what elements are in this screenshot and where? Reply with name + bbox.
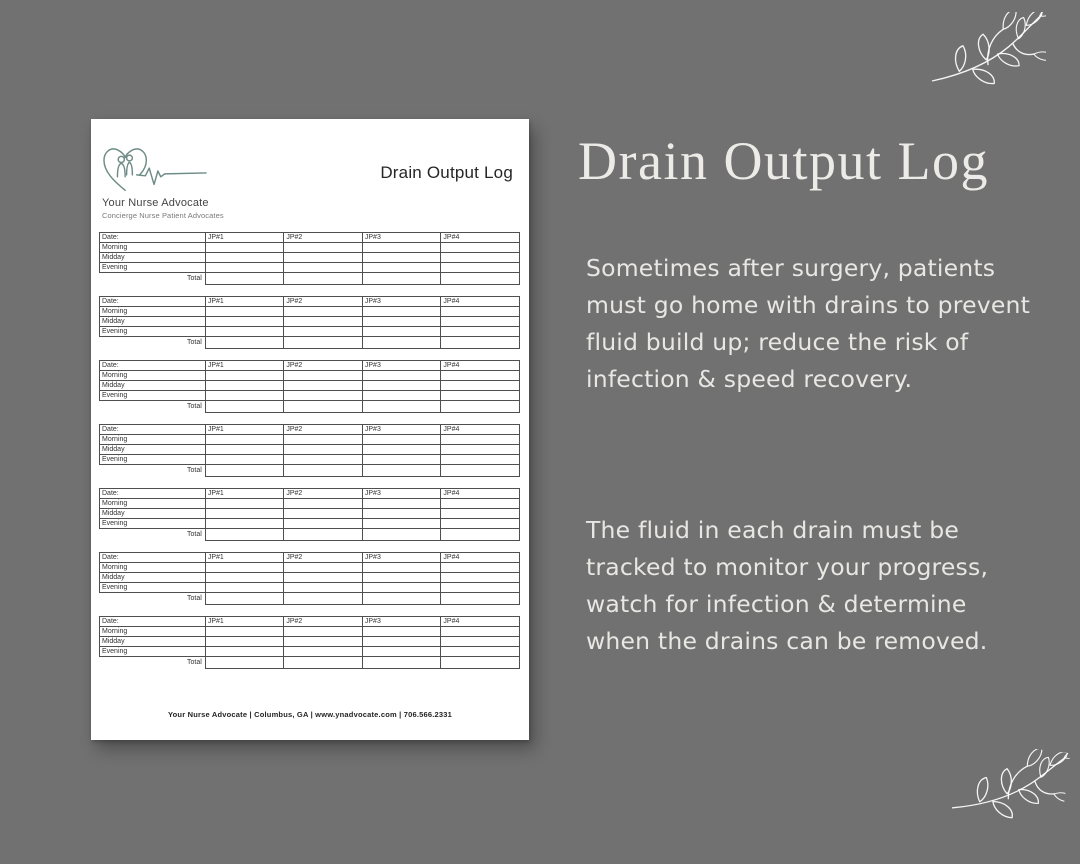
intro-line: fluid build up; reduce the risk of (586, 328, 969, 356)
entry-cell (284, 647, 363, 657)
log-block (99, 424, 520, 477)
entry-cell (441, 371, 520, 381)
entry-cell (284, 381, 363, 391)
total-cell (284, 529, 363, 541)
jp1-header: JP#1 (205, 617, 284, 627)
entry-cell (284, 519, 363, 529)
row-label-evening: Evening (100, 519, 206, 529)
entry-cell (362, 519, 441, 529)
drain-log-sheet (91, 119, 529, 740)
total-label: Total (187, 275, 202, 283)
jp4-header: JP#4 (441, 617, 520, 627)
row-label-midday: Midday (100, 445, 206, 455)
entry-cell (441, 445, 520, 455)
jp1-header: JP#1 (205, 361, 284, 371)
row-label-evening: Evening (100, 327, 206, 337)
total-cell (362, 529, 441, 541)
intro-line: Sometimes after surgery, patients (586, 254, 996, 282)
entry-cell (441, 253, 520, 263)
jp1-header: JP#1 (205, 489, 284, 499)
entry-cell (205, 563, 284, 573)
entry-cell (362, 243, 441, 253)
row-label-morning: Morning (100, 307, 206, 317)
entry-cell (205, 381, 284, 391)
page-title: Drain Output Log (578, 131, 989, 191)
total-cell (205, 657, 284, 669)
entry-cell (284, 391, 363, 401)
total-cell (362, 465, 441, 477)
entry-cell (205, 583, 284, 593)
log-blocks (99, 232, 520, 680)
brand-name: Your Nurse Advocate (102, 197, 209, 209)
total-label: Total (187, 467, 202, 475)
row-label-morning: Morning (100, 435, 206, 445)
row-label-midday: Midday (100, 253, 206, 263)
entry-cell (362, 445, 441, 455)
entry-cell (284, 445, 363, 455)
total-cell (441, 337, 520, 349)
jp4-header: JP#4 (441, 553, 520, 563)
jp2-header: JP#2 (284, 361, 363, 371)
total-cell (205, 401, 284, 413)
entry-cell (205, 327, 284, 337)
entry-cell (284, 263, 363, 273)
entry-cell (441, 263, 520, 273)
entry-cell (362, 573, 441, 583)
entry-cell (205, 573, 284, 583)
entry-cell (441, 327, 520, 337)
entry-cell (205, 307, 284, 317)
row-label-morning: Morning (100, 499, 206, 509)
entry-cell (205, 647, 284, 657)
entry-cell (441, 243, 520, 253)
intro-line: infection & speed recovery. (586, 365, 913, 393)
entry-cell (362, 391, 441, 401)
total-cell (441, 273, 520, 285)
total-cell (205, 593, 284, 605)
row-label-midday: Midday (100, 317, 206, 327)
entry-cell (441, 627, 520, 637)
total-cell (441, 401, 520, 413)
jp2-header: JP#2 (284, 617, 363, 627)
jp1-header: JP#1 (205, 297, 284, 307)
entry-cell (362, 455, 441, 465)
tracking-line: The fluid in each drain must be (586, 516, 959, 544)
jp3-header: JP#3 (362, 489, 441, 499)
total-label: Total (187, 595, 202, 603)
row-label-evening: Evening (100, 647, 206, 657)
entry-cell (362, 637, 441, 647)
entry-cell (362, 253, 441, 263)
intro-line: must go home with drains to prevent (586, 291, 1031, 319)
entry-cell (284, 563, 363, 573)
entry-cell (284, 637, 363, 647)
entry-cell (284, 509, 363, 519)
total-cell (362, 337, 441, 349)
heart-family-heartbeat-icon (99, 145, 211, 197)
entry-cell (205, 637, 284, 647)
row-label-morning: Morning (100, 371, 206, 381)
entry-cell (284, 253, 363, 263)
entry-cell (362, 509, 441, 519)
jp4-header: JP#4 (441, 489, 520, 499)
total-cell (284, 273, 363, 285)
entry-cell (284, 455, 363, 465)
entry-cell (284, 583, 363, 593)
log-block (99, 232, 520, 285)
log-block (99, 360, 520, 413)
jp1-header: JP#1 (205, 425, 284, 435)
entry-cell (441, 583, 520, 593)
entry-cell (205, 519, 284, 529)
total-cell (205, 337, 284, 349)
row-label-midday: Midday (100, 573, 206, 583)
total-cell (205, 273, 284, 285)
jp3-header: JP#3 (362, 233, 441, 243)
jp1-header: JP#1 (205, 233, 284, 243)
entry-cell (205, 371, 284, 381)
entry-cell (441, 499, 520, 509)
entry-cell (205, 445, 284, 455)
entry-cell (205, 509, 284, 519)
date-header: Date: (100, 297, 206, 307)
date-header: Date: (100, 617, 206, 627)
entry-cell (205, 263, 284, 273)
entry-cell (441, 563, 520, 573)
entry-cell (362, 627, 441, 637)
log-block (99, 616, 520, 669)
total-cell (441, 529, 520, 541)
sheet-footer-contact: Your Nurse Advocate | Columbus, GA | www.ynadvocate.com | 706.566.2331 (168, 710, 452, 719)
total-cell (362, 657, 441, 669)
entry-cell (362, 563, 441, 573)
total-cell (362, 401, 441, 413)
jp3-header: JP#3 (362, 553, 441, 563)
total-cell (284, 401, 363, 413)
row-label-morning: Morning (100, 243, 206, 253)
document-title: Drain Output Log (380, 163, 513, 182)
tracking-line: when the drains can be removed. (586, 627, 988, 655)
jp3-header: JP#3 (362, 425, 441, 435)
entry-cell (441, 455, 520, 465)
entry-cell (284, 243, 363, 253)
total-cell (362, 273, 441, 285)
jp4-header: JP#4 (441, 233, 520, 243)
row-label-evening: Evening (100, 391, 206, 401)
entry-cell (441, 307, 520, 317)
entry-cell (362, 435, 441, 445)
total-cell (441, 465, 520, 477)
entry-cell (441, 573, 520, 583)
total-label: Total (187, 403, 202, 411)
total-label: Total (187, 659, 202, 667)
brand-tagline: Concierge Nurse Patient Advocates (102, 211, 224, 220)
date-header: Date: (100, 233, 206, 243)
total-label: Total (187, 531, 202, 539)
entry-cell (284, 327, 363, 337)
log-block (99, 296, 520, 349)
intro-paragraph (586, 250, 1046, 398)
entry-cell (441, 637, 520, 647)
row-label-morning: Morning (100, 627, 206, 637)
jp4-header: JP#4 (441, 425, 520, 435)
entry-cell (205, 455, 284, 465)
entry-cell (284, 317, 363, 327)
date-header: Date: (100, 361, 206, 371)
date-header: Date: (100, 425, 206, 435)
row-label-morning: Morning (100, 563, 206, 573)
entry-cell (205, 243, 284, 253)
entry-cell (362, 583, 441, 593)
row-label-evening: Evening (100, 583, 206, 593)
row-label-midday: Midday (100, 381, 206, 391)
jp2-header: JP#2 (284, 489, 363, 499)
jp4-header: JP#4 (441, 297, 520, 307)
entry-cell (362, 381, 441, 391)
total-cell (441, 657, 520, 669)
jp2-header: JP#2 (284, 297, 363, 307)
row-label-midday: Midday (100, 509, 206, 519)
entry-cell (362, 499, 441, 509)
entry-cell (441, 647, 520, 657)
entry-cell (284, 573, 363, 583)
entry-cell (362, 263, 441, 273)
total-cell (284, 593, 363, 605)
jp3-header: JP#3 (362, 617, 441, 627)
entry-cell (441, 519, 520, 529)
jp2-header: JP#2 (284, 425, 363, 435)
entry-cell (362, 307, 441, 317)
tracking-paragraph (586, 512, 1046, 660)
total-cell (205, 465, 284, 477)
entry-cell (441, 381, 520, 391)
total-cell (205, 529, 284, 541)
jp2-header: JP#2 (284, 553, 363, 563)
entry-cell (441, 391, 520, 401)
entry-cell (205, 391, 284, 401)
entry-cell (362, 317, 441, 327)
date-header: Date: (100, 553, 206, 563)
total-label: Total (187, 339, 202, 347)
tracking-line: watch for infection & determine (586, 590, 967, 618)
entry-cell (362, 327, 441, 337)
log-block (99, 552, 520, 605)
total-cell (284, 465, 363, 477)
log-block (99, 488, 520, 541)
date-header: Date: (100, 489, 206, 499)
total-cell (362, 593, 441, 605)
jp3-header: JP#3 (362, 297, 441, 307)
total-cell (284, 337, 363, 349)
tracking-line: tracked to monitor your progress, (586, 553, 989, 581)
entry-cell (205, 499, 284, 509)
jp3-header: JP#3 (362, 361, 441, 371)
entry-cell (205, 253, 284, 263)
row-label-evening: Evening (100, 455, 206, 465)
row-label-evening: Evening (100, 263, 206, 273)
jp1-header: JP#1 (205, 553, 284, 563)
jp4-header: JP#4 (441, 361, 520, 371)
entry-cell (284, 435, 363, 445)
leaf-branch-icon (930, 12, 1046, 122)
entry-cell (362, 647, 441, 657)
entry-cell (441, 509, 520, 519)
entry-cell (284, 307, 363, 317)
jp2-header: JP#2 (284, 233, 363, 243)
entry-cell (284, 499, 363, 509)
row-label-midday: Midday (100, 637, 206, 647)
entry-cell (205, 435, 284, 445)
total-cell (441, 593, 520, 605)
entry-cell (205, 627, 284, 637)
entry-cell (362, 371, 441, 381)
entry-cell (284, 627, 363, 637)
total-cell (284, 657, 363, 669)
entry-cell (441, 435, 520, 445)
entry-cell (284, 371, 363, 381)
leaf-branch-icon (946, 740, 1071, 863)
entry-cell (441, 317, 520, 327)
entry-cell (205, 317, 284, 327)
